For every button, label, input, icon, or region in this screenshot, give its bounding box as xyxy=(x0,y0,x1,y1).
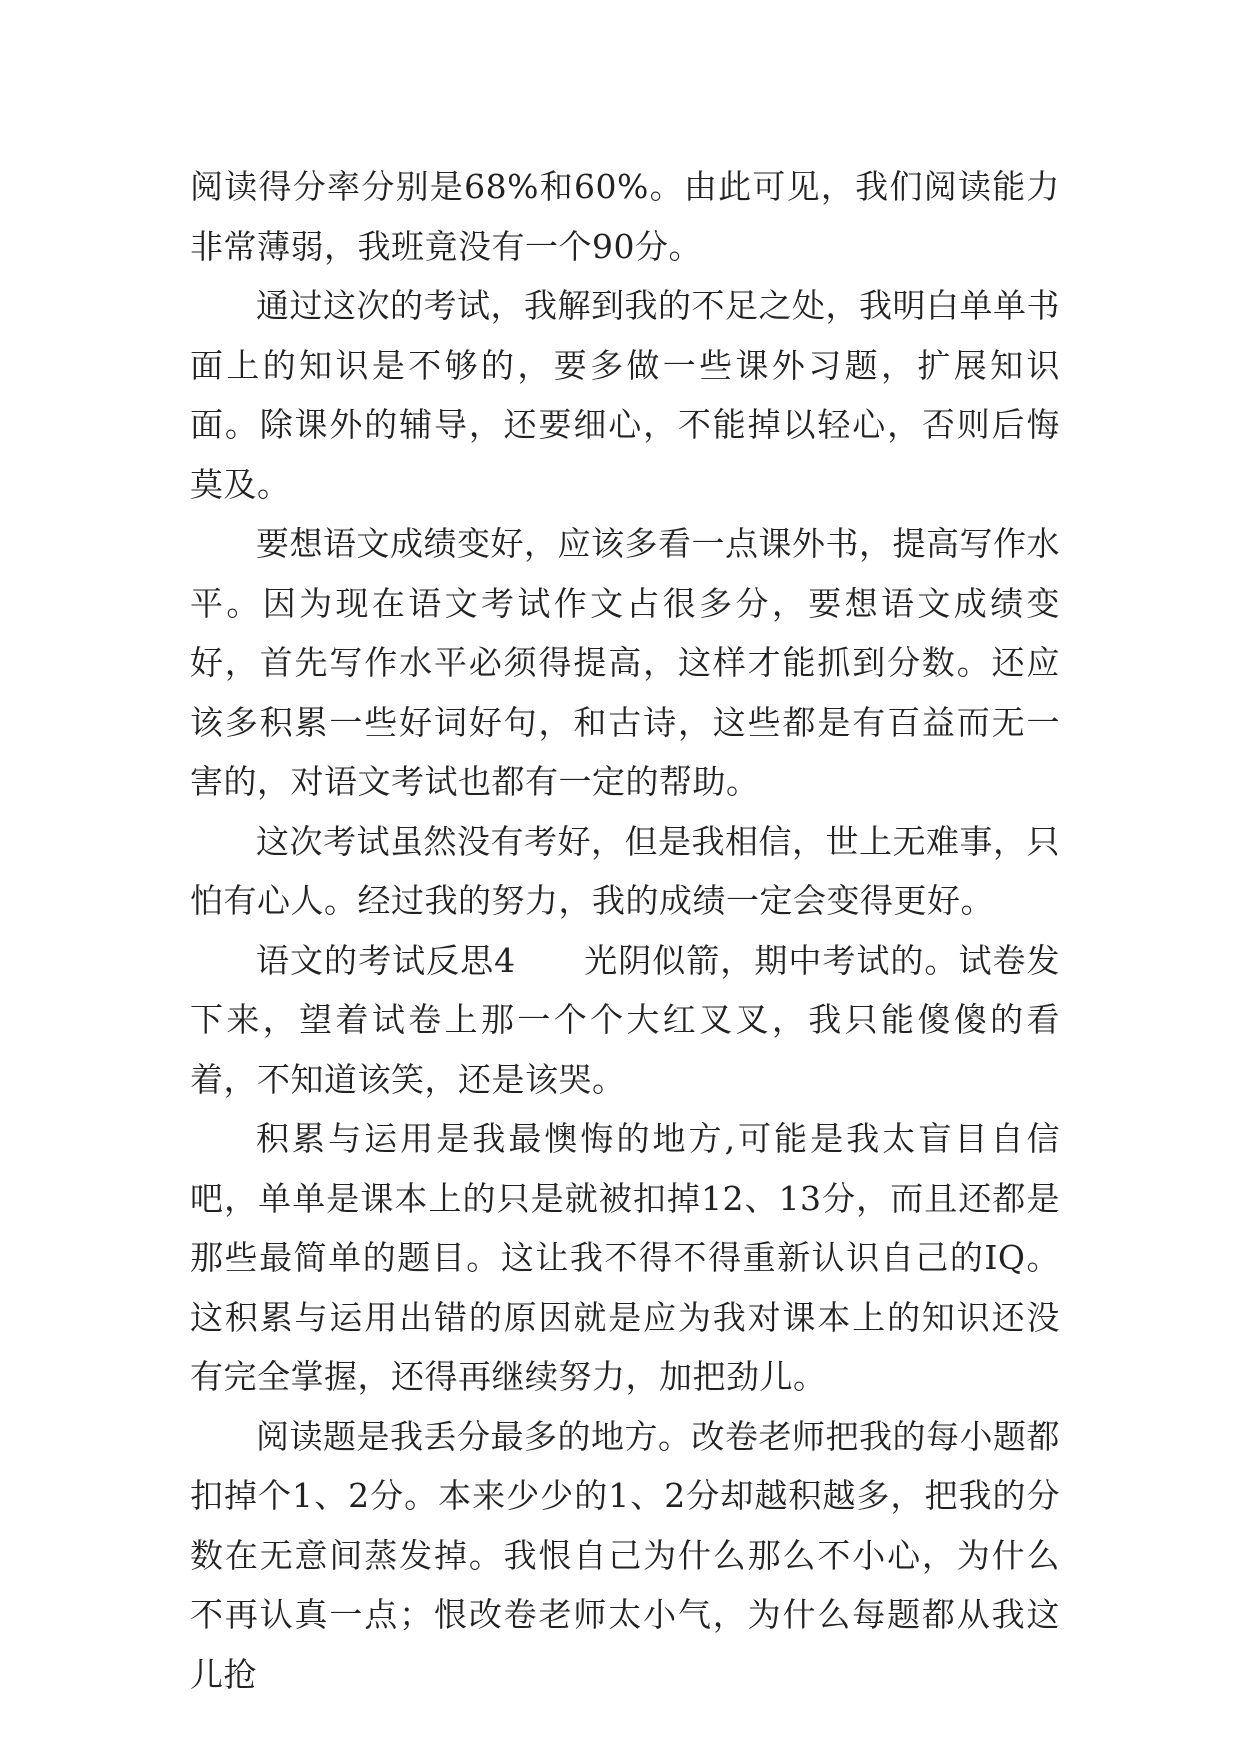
paragraph-6: 积累与运用是我最懊悔的地方,可能是我太盲目自信吧，单单是课本上的只是就被扣掉12、13分，而且还都是那些最简单的题目。这让我不得不得重新认识自己的IQ。这积累与运用出错的原因就是应为我对课本上的知识还没有完全掌握，还得再继续努力，加把劲儿。 xyxy=(190,1119,1060,1396)
paragraph-2: 通过这次的考试，我解到我的不足之处，我明白单单书面上的知识是不够的，要多做一些课外习题，扩展知识面。除课外的辅导，还要细心，不能掉以轻心，否则后悔莫及。 xyxy=(190,286,1060,504)
document-body xyxy=(190,157,1060,1704)
paragraph-7: 阅读题是我丢分最多的地方。改卷老师把我的每小题都扣掉个1、2分。本来少少的1、2分却越积越多，把我的分数在无意间蒸发掉。我恨自己为什么那么不小心，为什么不再认真一点；恨改卷老师太小气，为什么每题都从我这儿抢 xyxy=(190,1416,1060,1694)
paragraph-4: 这次考试虽然没有考好，但是我相信，世上无难事，只怕有心人。经过我的努力，我的成绩一定会变得更好。 xyxy=(190,821,1060,920)
paragraph-5: 语文的考试反思4 光阴似箭，期中考试的。试卷发下来，望着试卷上那一个个大红叉叉，我只能傻傻的看着，不知道该笑，还是该哭。 xyxy=(190,940,1060,1099)
paragraph-1: 阅读得分率分别是68%和60%。由此可见，我们阅读能力非常薄弱，我班竟没有一个90分。 xyxy=(190,167,1060,266)
paragraph-3: 要想语文成绩变好，应该多看一点课外书，提高写作水平。因为现在语文考试作文占很多分，要想语文成绩变好，首先写作水平必须得提高，这样才能抓到分数。还应该多积累一些好词好句，和古诗，这些都是有百益而无一害的，对语文考试也都有一定的帮助。 xyxy=(190,524,1060,801)
